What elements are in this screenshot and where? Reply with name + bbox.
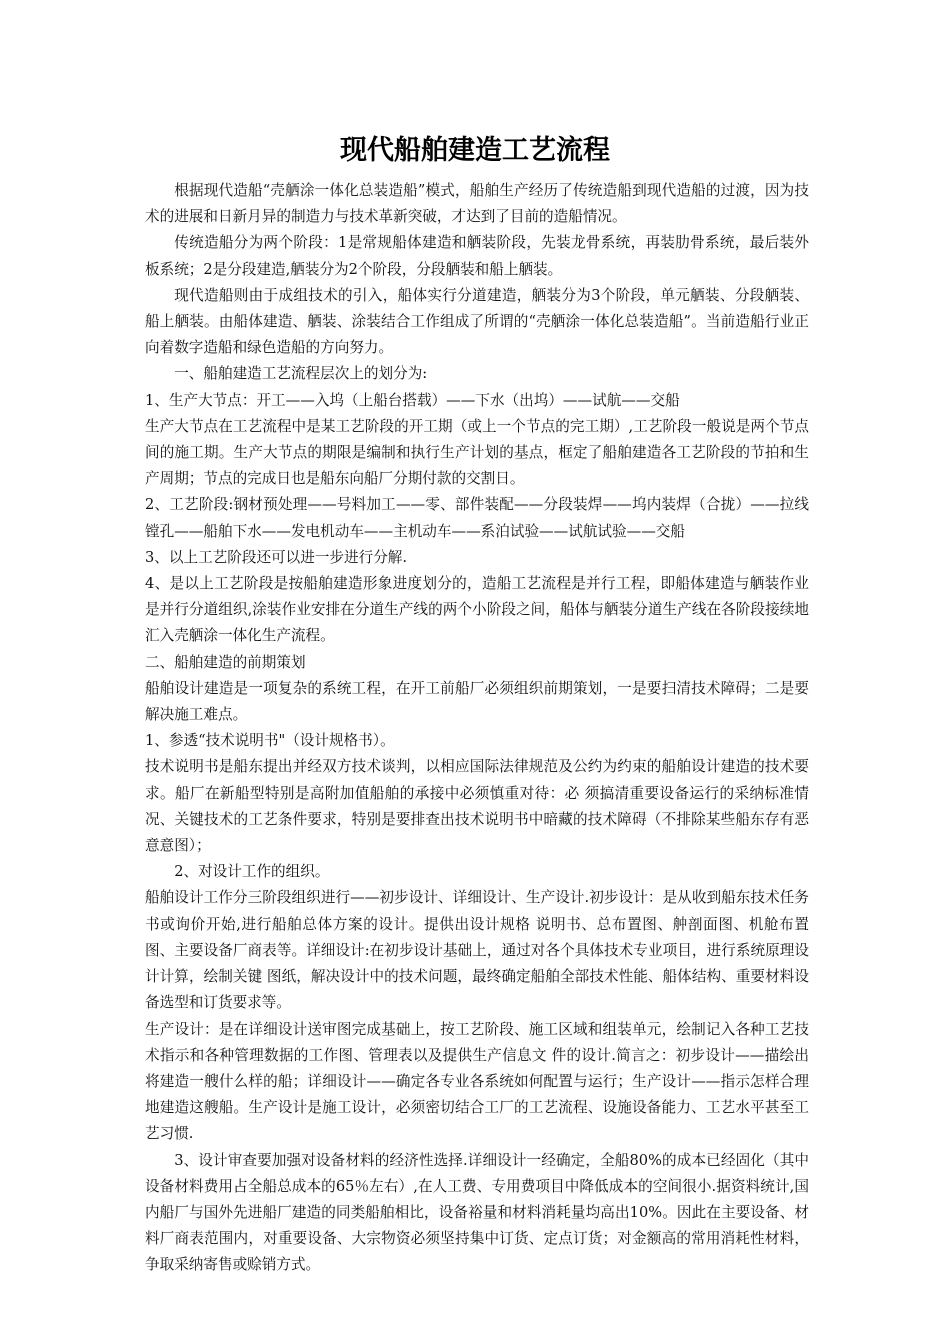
paragraph: 3、以上工艺阶段还可以进一步进行分解. bbox=[145, 548, 408, 566]
section-heading: 一、船舶建造工艺流程层次上的划分为: bbox=[174, 365, 428, 383]
paragraph: 根据现代造船“壳舾涂一体化总装造船”模式，船舶生产经历了传统造船到现代造船的过渡，因为技术的进展和日新月异的制造力与技术革新突破，才达到了目前的造船情况。 bbox=[145, 182, 809, 226]
paragraph: 技术说明书是船东提出并经双方技术谈判，以相应国际法律规范及公约为约束的船舶设计建造的技术要求。船厂在新船型特别是高附加值船舶的承接中必须慎重对待：必 须搞清重要设备运行的采纳标准情况、关键技术的工艺条件要求，特别是要排查出技术说明书中暗藏的技术障碍（不排除某些船东存有恶意意图）； bbox=[145, 758, 809, 855]
paragraph: 船舶设计工作分三阶段组织进行——初步设计、详细设计、生产设计.初步设计：是从收到船东技术任务书或询价开始,进行船舶总体方案的设计。提供出设计规格 说明书、总布置图、舯剖面图、机舱布置图、主要设备厂商表等。详细设计:在初步设计基础上，通过对各个具体技术专业项目，进行系统原理设计计算，绘制关键 图纸，解决设计中的技术问题，最终确定船舶全部技术性能、船体结构、重要材料设备选型和订货要求等。 bbox=[145, 889, 809, 1012]
paragraph: 2、对设计工作的组织。 bbox=[174, 863, 330, 881]
paragraph: 2、工艺阶段:钢材预处理——号料加工——零、部件装配——分段装焊——坞内装焊（合拢）——拉线镗孔——船舶下水——发电机动车——主机动车——系泊试验——试航试验——交船 bbox=[145, 496, 809, 540]
paragraph: 1、生产大节点：开工——入坞（上船台搭载）——下水（出坞）——试航——交船 bbox=[145, 391, 680, 409]
paragraph: 现代造船则由于成组技术的引入，船体实行分道建造，舾装分为3个阶段，单元舾装、分段舾装、船上舾装。由船体建造、舾装、涂装结合工作组成了所谓的“壳舾涂一体化总装造船”。当前造船行业正向着数字造船和绿色造船的方向努力。 bbox=[145, 286, 809, 357]
paragraph: 4、是以上工艺阶段是按船舶建造形象进度划分的，造船工艺流程是并行工程，即船体建造与舾装作业是并行分道组织,涂装作业安排在分道生产线的两个小阶段之间，船体与舾装分道生产线在各阶段接续地汇入壳舾涂一体化生产流程。 bbox=[145, 575, 809, 645]
paragraph: 1、参透“技术说明书"（设计规格书）。 bbox=[145, 732, 395, 750]
paragraph: 生产大节点在工艺流程中是某工艺阶段的开工期（或上一个节点的完工期）,工艺阶段一般说是两个节点间的施工期。生产大节点的期限是编制和执行生产计划的基点，框定了船舶建造各工艺阶段的节拍和生产周期；节点的完成日也是船东向船厂分期付款的交割日。 bbox=[145, 417, 809, 488]
document-title: 现代船舶建造工艺流程 bbox=[340, 135, 610, 166]
paragraph: 生产设计：是在详细设计送审图完成基础上，按工艺阶段、施工区域和组装单元，绘制记入各种工艺技术指示和各种管理数据的工作图、管理表以及提供生产信息文 件的设计.简言之：初步设计——描绘出将建造一艘什么样的船；详细设计——确定各专业各系统如何配置与运行；生产设计——指示怎样合理地建造这艘船。生产设计是施工设计，必须密切结合工厂的工艺流程、设施设备能力、工艺水平甚至工艺习惯. bbox=[145, 1020, 809, 1143]
paragraph: 船舶设计建造是一项复杂的系统工程，在开工前船厂必须组织前期策划，一是要扫清技术障碍；二是要解决施工难点。 bbox=[145, 679, 809, 724]
section-heading: 二、船舶建造的前期策划 bbox=[145, 653, 306, 671]
paragraph: 传统造船分为两个阶段：1是常规船体建造和舾装阶段，先装龙骨系统，再装肋骨系统，最后装外板系统；2是分段建造,舾装分为2个阶段，分段舾装和船上舾装。 bbox=[145, 234, 809, 278]
paragraph: 3、设计审查要加强对设备材料的经济性选择.详细设计一经确定，全船80%的成本已经固化（其中设备材料费用占全船总成本的65％左右）,在人工费、专用费项目中降低成本的空间很小.据资料统计,国内船厂与国外先进船厂建造的同类船舶相比，设备裕量和材料消耗量均高出10%。因此在主要设备、材料厂商表范围内，对重要设备、大宗物资必须坚持集中订货、定点订货；对金额高的常用消耗性材料，争取采纳寄售或赊销方式。 bbox=[145, 1151, 809, 1274]
document-body bbox=[145, 178, 809, 1279]
